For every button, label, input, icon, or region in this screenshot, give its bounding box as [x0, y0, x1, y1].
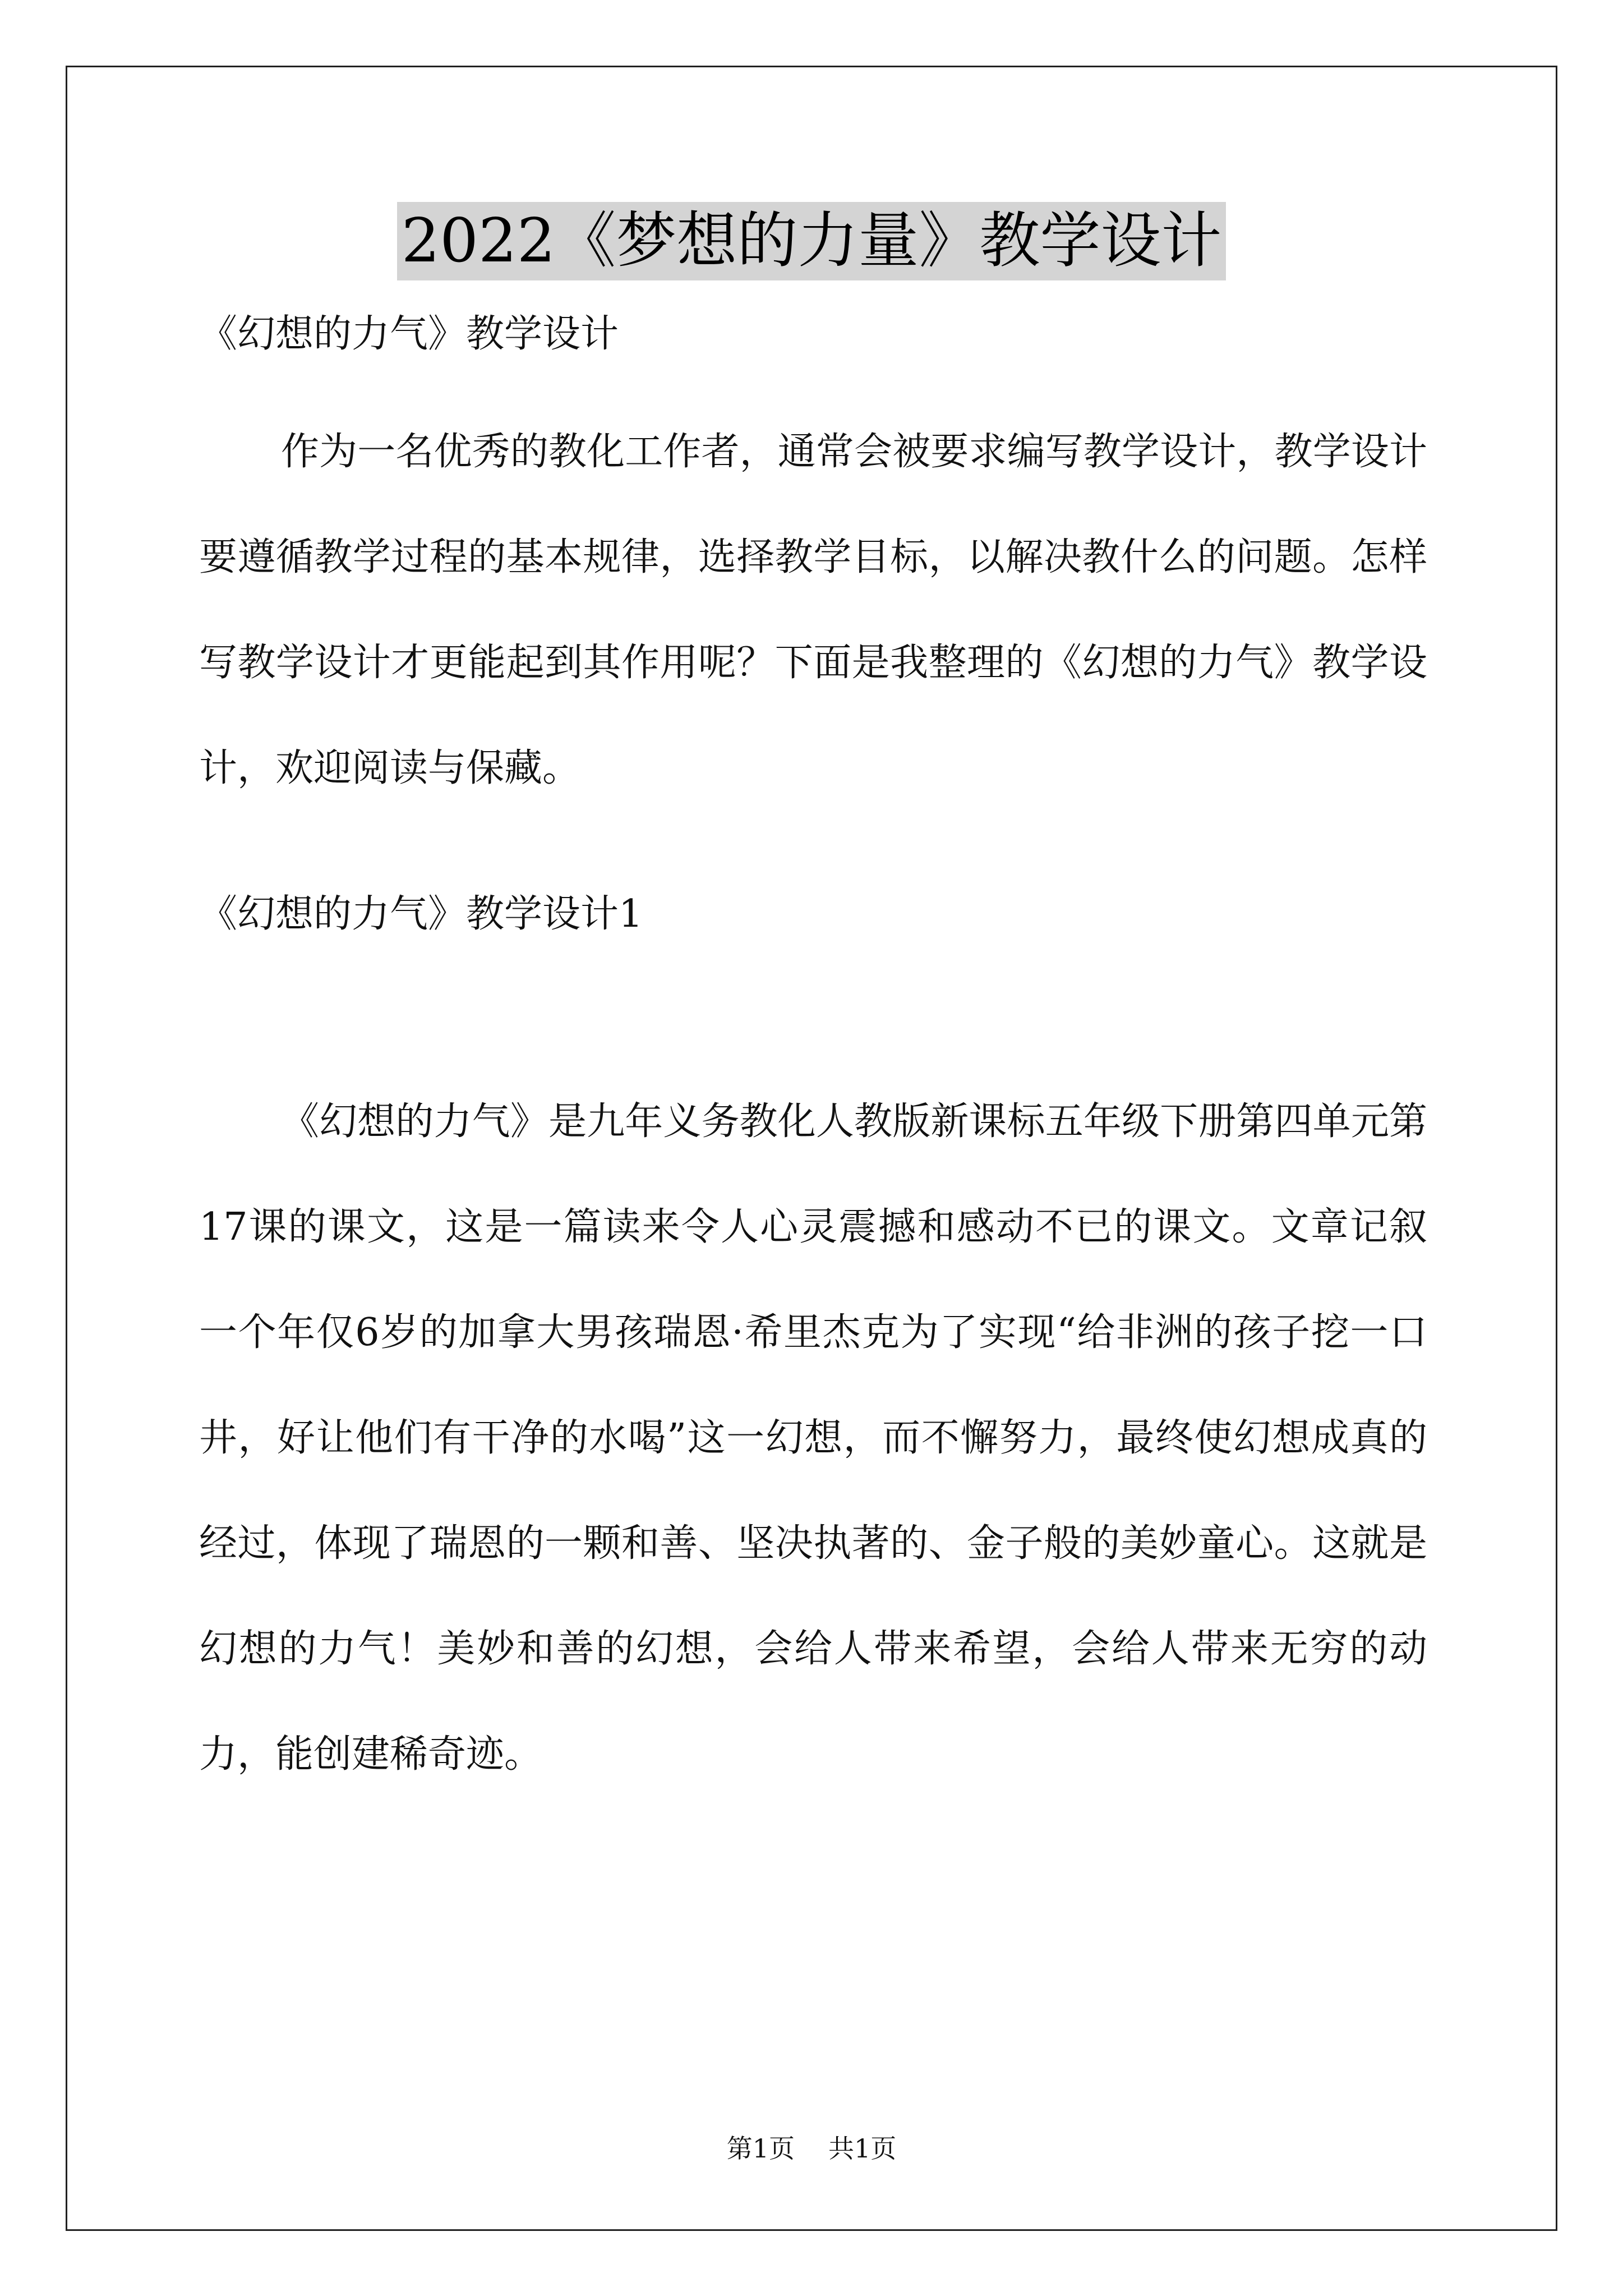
document-subtitle: 《幻想的力气》教学设计: [199, 312, 619, 356]
document-body: [199, 309, 1427, 1807]
document-title: 2022《梦想的力量》教学设计: [397, 202, 1227, 280]
body-paragraph: 《幻想的力气》是九年义务教化人教版新课标五年级下册第四单元第17课的课文，这是一篇读来令人心灵震撼和感动不已的课文。文章记叙一个年仅6岁的加拿大男孩瑞恩·希里杰克为了实现“给非洲的孩子挖一口井，好让他们有干净的水喝”这一幻想，而不懈努力，最终使幻想成真的经过，体现了瑞恩的一颗和善、坚决执著的、金子般的美妙童心。这就是幻想的力气！美妙和善的幻想，会给人带来希望，会给人带来无穷的动力，能创建稀奇迹。: [199, 1099, 1427, 1777]
page-number-current: 第1页: [726, 2133, 795, 2164]
intro-paragraph: 作为一名优秀的教化工作者，通常会被要求编写教学设计，教学设计要遵循教学过程的基本规律，选择教学目标，以解决教什么的问题。怎样写教学设计才更能起到其作用呢？下面是我整理的《幻想的力气》教学设计，欢迎阅读与保藏。: [199, 430, 1427, 790]
section-heading: 《幻想的力气》教学设计1: [199, 892, 643, 936]
title-container: [0, 202, 1623, 280]
page-number-total: 共1页: [828, 2133, 897, 2164]
page-footer: [0, 2132, 1623, 2165]
